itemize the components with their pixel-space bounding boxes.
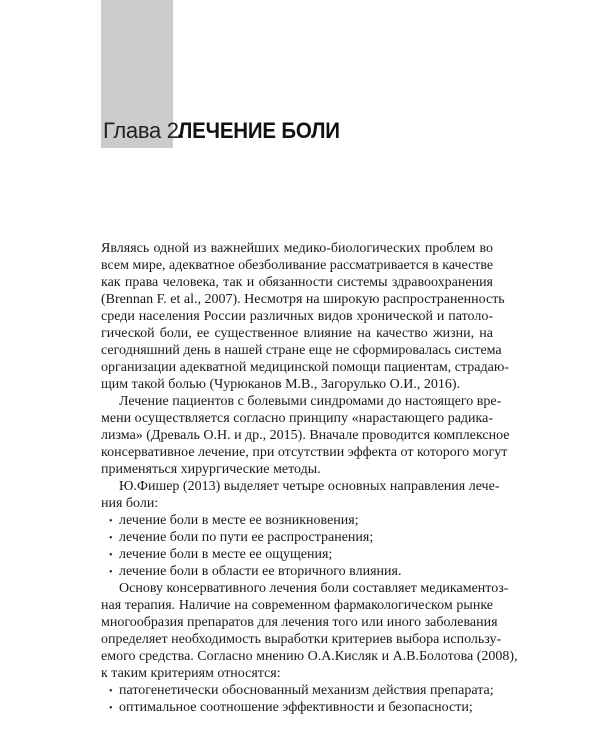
list-item-text: патогенетически обоснованный механизм действия препарата;	[119, 683, 494, 698]
paragraph-line: Являясь одной из важнейших медико-биологических проблем во	[101, 241, 493, 256]
list-item-text: лечение боли в месте ее возникновения;	[119, 513, 359, 528]
paragraph-line: Лечение пациентов с болевыми синдромами до настоящего вре-	[119, 394, 502, 409]
paragraph-2	[101, 393, 510, 478]
bullet-list-1	[101, 512, 493, 580]
paragraph-line: применяться хирургические методы.	[101, 462, 321, 477]
bullet-list-2	[101, 682, 493, 716]
paragraph-line: к таким критериям относятся:	[101, 666, 281, 681]
list-item	[101, 682, 493, 699]
paragraph-line: консервативное лечение, при отсутствии эффекта от которого могут	[101, 445, 508, 460]
list-item	[101, 512, 493, 529]
paragraph-line: емого средства. Согласно мнению О.А.Кисляк и А.В.Болотова (2008),	[101, 649, 518, 664]
paragraph-line: ния боли:	[101, 496, 159, 511]
list-item-text: оптимальное соотношение эффективности и безопасности;	[119, 700, 473, 715]
paragraph-line: Основу консервативного лечения боли составляет медикаментоз-	[119, 581, 509, 596]
list-item-text: лечение боли в области ее вторичного влияния.	[119, 564, 402, 579]
paragraph-line: ная терапия. Наличие на современном фармакологическом рынке	[101, 598, 493, 613]
paragraph-4	[101, 580, 518, 682]
chapter-heading	[103, 118, 352, 144]
paragraph-line: щим такой болью (Чурюканов М.В., Загорулько О.И., 2016).	[101, 377, 461, 392]
paragraph-line: среди населения России различных видов хронической и патоло-	[101, 309, 493, 324]
list-item	[101, 546, 493, 563]
bullet-icon: •	[109, 533, 113, 544]
paragraph-line: лизма» (Древаль О.Н. и др., 2015). Вначале проводится комплексное	[101, 428, 510, 443]
list-item-text: лечение боли в месте ее ощущения;	[119, 547, 333, 562]
bullet-icon: •	[109, 703, 113, 714]
list-item	[101, 699, 493, 716]
bullet-icon: •	[109, 567, 113, 578]
paragraph-line: мени осуществляется согласно принципу «нарастающего радика-	[101, 411, 493, 426]
paragraph-line: как права человека, так и обязанности системы здравоохранения	[101, 275, 493, 290]
paragraph-line: гической боли, ее существенное влияние на качество жизни, на	[101, 326, 493, 341]
list-item	[101, 563, 493, 580]
paragraph-line: (Brennan F. et al., 2007). Несмотря на широкую распространенность	[101, 292, 505, 307]
paragraph-line: Ю.Фишер (2013) выделяет четыре основных направления лече-	[119, 479, 500, 494]
paragraph-line: всем мире, адекватное обезболивание рассматривается в качестве	[101, 258, 494, 273]
paragraph-1	[101, 240, 509, 393]
bullet-icon: •	[109, 516, 113, 527]
bullet-icon: •	[109, 686, 113, 697]
paragraph-3	[101, 478, 500, 512]
chapter-title: ЛЕЧЕНИЕ БОЛИ	[178, 118, 340, 143]
body-text	[101, 240, 518, 716]
paragraph-line: определяет необходимость выработки критериев выбора использу-	[101, 632, 502, 647]
paragraph-line: многообразия препаратов для лечения того или иного заболевания	[101, 615, 498, 630]
paragraph-line: сегодняшний день в нашей стране еще не сформировалась система	[101, 343, 502, 358]
bullet-icon: •	[109, 550, 113, 561]
list-item	[101, 529, 493, 546]
chapter-label: Глава 2.	[103, 118, 185, 143]
list-item-text: лечение боли по пути ее распространения;	[119, 530, 374, 545]
paragraph-line: организации адекватной медицинской помощи пациентам, страдаю-	[101, 360, 509, 375]
